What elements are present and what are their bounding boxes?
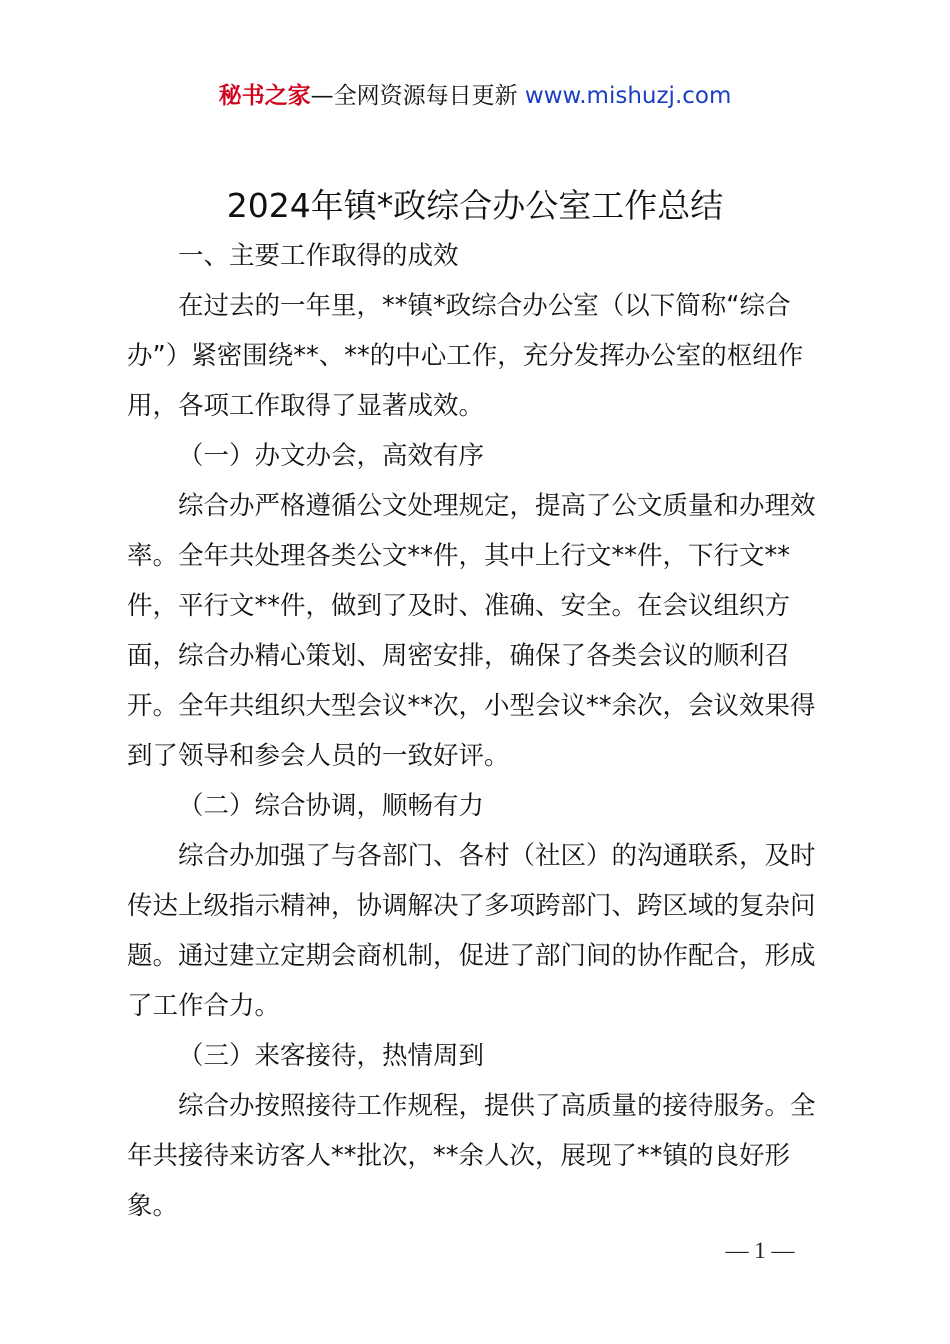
section-2-paragraph: 综合办加强了与各部门、各村（社区）的沟通联系，及时传达上级指示精神，协调解决了多项跨部门、跨区域的复杂问题。通过建立定期会商机制，促进了部门间的协作配合，形成了工作合力。 xyxy=(127,841,816,1021)
section-3-heading: （三）来客接待，热情周到 xyxy=(178,1041,485,1071)
site-header xyxy=(0,80,950,112)
site-tagline: —全网资源每日更新 xyxy=(310,83,525,109)
intro-paragraph: 在过去的一年里，**镇*政综合办公室（以下简称“综合办”）紧密围绕**、**的中心工作，充分发挥办公室的枢纽作用，各项工作取得了显著成效。 xyxy=(127,291,804,421)
section-2-heading: （二）综合协调，顺畅有力 xyxy=(178,791,485,821)
document-title: 2024年镇*政综合办公室工作总结 xyxy=(226,186,724,225)
site-url-link[interactable]: www.mishuzj.com xyxy=(524,83,732,109)
section-1-paragraph: 综合办严格遵循公文处理规定，提高了公文质量和办理效率。全年共处理各类公文**件，其中上行文**件，下行文**件，平行文**件，做到了及时、准确、安全。在会议组织方面，综合办精心策划、周密安排，确保了各类会议的顺利召开。全年共组织大型会议**次，小型会议**余次，会议效果得到了领导和参会人员的一致好评。 xyxy=(127,491,816,771)
heading-main-achievements: 一、主要工作取得的成效 xyxy=(178,241,459,271)
document-body xyxy=(127,231,837,1231)
section-3-paragraph: 综合办按照接待工作规程，提供了高质量的接待服务。全年共接待来访客人**批次，**余人次，展现了**镇的良好形象。 xyxy=(127,1091,816,1221)
site-name: 秘书之家 xyxy=(218,83,311,109)
page-number: — 1 — xyxy=(725,1238,795,1263)
section-1-heading: （一）办文办会，高效有序 xyxy=(178,441,485,471)
